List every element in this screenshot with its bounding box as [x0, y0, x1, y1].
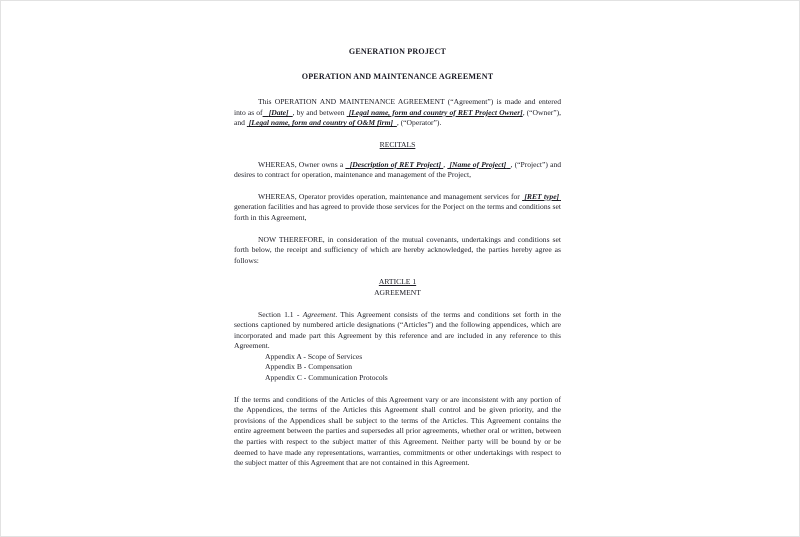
now-therefore-text: NOW THEREFORE, in consideration of the mutual covenants, undertakings and conditions set forth below, the receipt and sufficiency of which are hereby acknowledged, the parties hereby agree as follows:: [234, 234, 561, 265]
section-1-1-paragraph: [234, 310, 561, 352]
spacer: [234, 299, 561, 310]
section-1-1-title: Agreement: [302, 309, 336, 319]
preamble-text-2: , by and between: [292, 107, 345, 117]
list-item: Appendix A - Scope of Services: [265, 351, 363, 361]
operator-field: [Legal name, form and country of O&M firm]: [248, 118, 394, 128]
preamble-text-1: This OPERATION AND MAINTENANCE AGREEMENT (“Agreement”) is made and entered into as of: [234, 97, 561, 117]
spacer: [234, 384, 561, 395]
preamble-text-4: , (“Operator”).: [396, 118, 442, 128]
preamble-paragraph: [234, 97, 561, 129]
whereas-paragraph-1: [234, 160, 561, 181]
owner-field: [Legal name, form and country of RET Project Owner]: [348, 107, 523, 117]
project-description-field: [Description of RET Project]: [349, 159, 442, 169]
whereas-1-text-1: WHEREAS, Owner owns a: [258, 159, 344, 169]
spacer: [234, 181, 561, 192]
whereas-2-text-1: WHEREAS, Operator provides operation, maintenance and management services for: [258, 191, 520, 201]
spacer: [234, 266, 561, 277]
section-1-1-text: . This Agreement consists of the terms and conditions set forth in the sections captioned by numbered article designations (“Articles”) and the following appendices, which are incorporated and made part this Agreement by this reference and are included in any reference to this Agreement.: [234, 309, 561, 351]
whereas-1-text-3: , (“Project”) and desires to contract for operation, maintenance and management of the Project,: [234, 159, 562, 180]
appendix-list: [234, 352, 561, 384]
spacer: [234, 129, 561, 140]
closing-paragraph: If the terms and conditions of the Articles of this Agreement vary or are inconsistent with any portion of the Appendices, the terms of the Articles this Agreement shall control and be given priority, and the provisions of the Appendices shall be subject to the terms of the Articles. This Agreement contains the entire agreement between the parties and supersedes all prior agreements, whether oral or written, between the parties with respect to the subject matter of this Agreement. Neither party will be bound by or be deemed to have made any representations, warranties, commitments or other undertakings with respect to the subject matter of this Agreement that are not contained in this Agreement.: [234, 394, 561, 468]
document-title-line-2: OPERATION AND MAINTENANCE AGREEMENT: [301, 71, 494, 81]
document-title-line-1: GENERATION PROJECT: [348, 47, 447, 56]
list-item: Appendix C - Communication Protocols: [265, 373, 388, 383]
recitals-heading: [234, 140, 561, 151]
spacer: [234, 82, 561, 97]
date-field: [Date]: [268, 107, 289, 117]
spacer: [234, 151, 561, 160]
preamble-text-3: , (“Owner”), and: [234, 107, 562, 128]
whereas-2-text-2: generation facilities and has agreed to provide those services for the Porject on the terms and conditions set forth in this Agreement,: [234, 202, 561, 222]
article-1-name: AGREEMENT: [374, 287, 421, 297]
whereas-paragraph-2: [234, 192, 561, 224]
now-therefore-paragraph: [234, 235, 561, 267]
recitals-heading-text: RECITALS: [379, 139, 416, 149]
list-item: Appendix B - Compensation: [265, 362, 353, 372]
article-1-heading: [234, 277, 561, 298]
ret-type-field: [RET type]: [524, 191, 560, 201]
whereas-1-text-2: ,: [443, 159, 446, 169]
project-name-field: [Name of Project]: [449, 159, 507, 169]
article-1-number: ARTICLE 1: [378, 277, 417, 287]
document-body: [234, 41, 561, 469]
section-1-1-label: Section 1.1 -: [258, 309, 300, 319]
spacer: [234, 224, 561, 235]
ret-type-field-trail: [559, 192, 561, 201]
